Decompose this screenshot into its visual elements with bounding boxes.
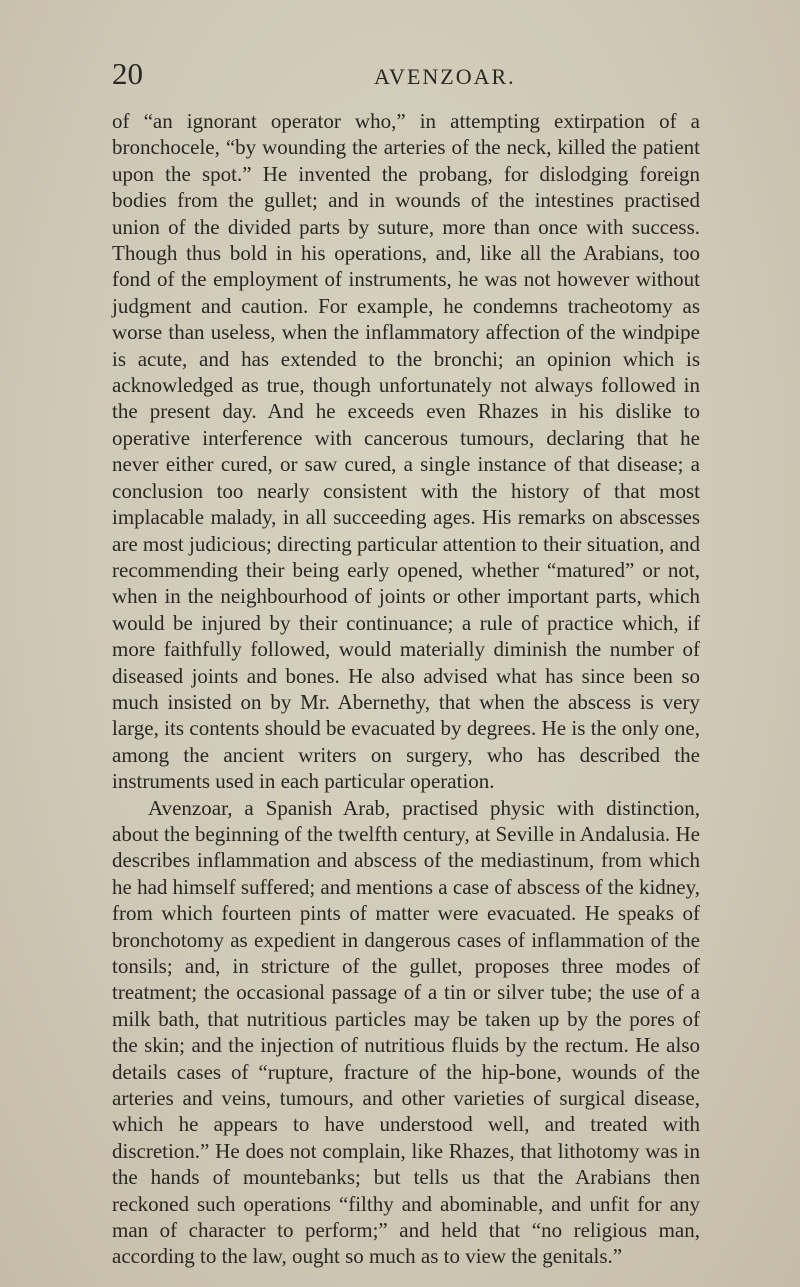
paragraph-continued: of “an ignorant operator who,” in attempting extirpation of a bronchocele, “by wounding the arteries of the neck, killed the patient upon the spot.” He invented the probang, for dislodging foreign bodies from the gullet; and in wounds of the intestines practised union of the divided parts by suture, more than once with success. Though thus bold in his operations, and, like all the Arabians, too fond of the employment of instruments, he was not however without judgment and caution. For example, he condemns tracheotomy as worse than useless, when the inflammatory affection of the windpipe is acute, and has extended to the bronchi; an opinion which is acknowledged as true, though unfortunately not always followed in the present day. And he exceeds even Rhazes in his dislike to operative interference with cancerous tumours, declaring that he never either cured, or saw cured, a single instance of that disease; a conclusion too nearly consistent with the history of that most implacable malady, in all succeeding ages. His remarks on abscesses are most judicious; directing particular attention to their situation, and recommending their being early opened, whether “matured” or not, when in the neighbourhood of joints or other important parts, which would be injured by their continuance; a rule of practice which, if more faithfully followed, would materially diminish the number of diseased joints and bones. He also advised what has since been so much insisted on by Mr. Abernethy, that when the abscess is very large, its contents should be evacuated by degrees. He is the only one, among the ancient writers on surgery, who has described the instruments used in each particular operation.	[112, 109, 700, 794]
page-header	[112, 56, 712, 96]
paragraph-avenzoar: Avenzoar, a Spanish Arab, practised physic with distinction, about the beginning of the twelfth century, at Seville in Andalusia. He describes inflammation and abscess of the mediastinum, from which he had himself suffered; and mentions a case of abscess of the kidney, from which fourteen pints of matter were evacuated. He speaks of bronchotomy as expedient in dangerous cases of inflammation of the tonsils; and, in stricture of the gullet, proposes three modes of treatment; the occasional passage of a tin or silver tube; the use of a milk bath, that nutritious particles may be taken up by the pores of the skin; and the injection of nutritious fluids by the rectum. He also details cases of “rupture, fracture of the hip-bone, wounds of the arteries and veins, tumours, and other varieties of surgical disease, which he appears to have understood well, and treated with discretion.” He does not complain, like Rhazes, that lithotomy was in the hands of mountebanks; but tells us that the Arabians then reckoned such operations “filthy and abominable, and unfit for any man of character to perform;” and held that “no religious man, according to the law, ought so much as to view the genitals.”	[112, 795, 700, 1269]
running-head: AVENZOAR.	[374, 64, 516, 89]
body-text	[112, 108, 700, 1270]
page-number: 20	[112, 56, 143, 91]
